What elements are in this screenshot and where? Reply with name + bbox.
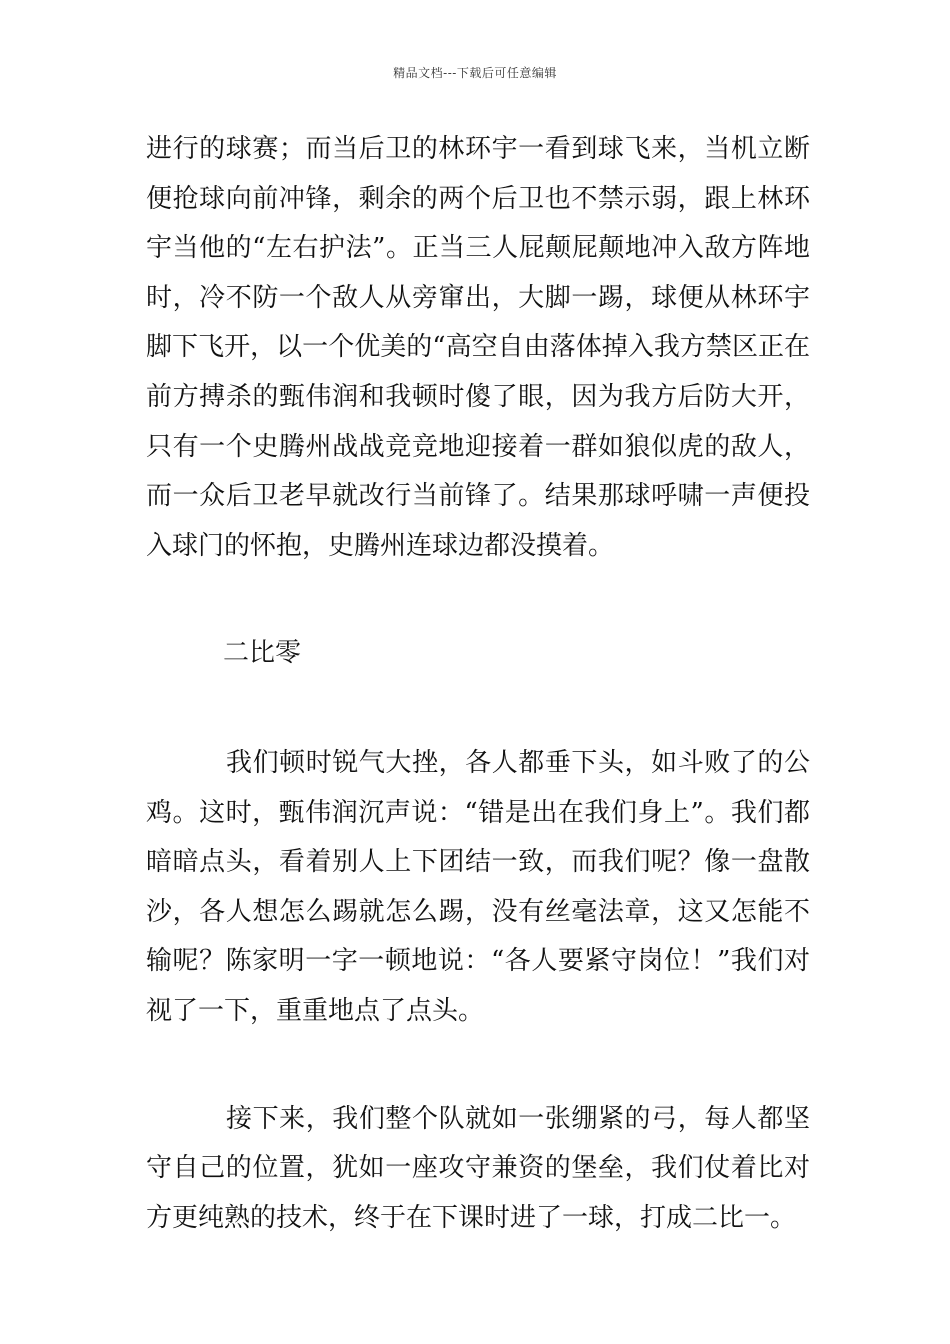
paragraph-1: 进行的球赛；而当后卫的林环宇一看到球飞来，当机立断便抢球向前冲锋，剩余的两个后卫也不禁示弱，跟上林环宇当他的“左右护法”。正当三人屁颠屁颠地冲入敌方阵地时，冷不防一个敌人从旁窜出，大脚一踢，球便从林环宇脚下飞开，以一个优美的“高空自由落体掉入我方禁区正在前方搏杀的甄伟润和我顿时傻了眼，因为我方后防大开，只有一个史腾州战战竞竞地迎接着一群如狼似虎的敌人，而一众后卫老早就改行当前锋了。结果那球呼啸一声便投入球门的怀抱，史腾州连球边都没摸着。 [146, 134, 810, 561]
page-header: 精品文档---下载后可任意编辑 [393, 66, 557, 80]
section-heading: 二比零 [223, 638, 302, 669]
paragraph-3: 接下来，我们整个队就如一张绷紧的弓，每人都坚守自己的位置，犹如一座攻守兼资的堡垒，我们仗着比对方更纯熟的技术，终于在下课时进了一球，打成二比一。 [146, 1103, 810, 1233]
document-body [146, 125, 810, 1243]
paragraph-gap [146, 571, 810, 629]
paragraph-gap [146, 1037, 810, 1095]
paragraph-2: 我们顿时锐气大挫，各人都垂下头，如斗败了的公鸡。这时，甄伟润沉声说：“错是出在我们身上”。我们都暗暗点头，看着别人上下团结一致，而我们呢？像一盘散沙，各人想怎么踢就怎么踢，没有丝毫法章，这又怎能不输呢？陈家明一字一顿地说：“各人要紧守岗位！”我们对视了一下，重重地点了点头。 [146, 747, 810, 1026]
paragraph-gap [146, 679, 810, 739]
